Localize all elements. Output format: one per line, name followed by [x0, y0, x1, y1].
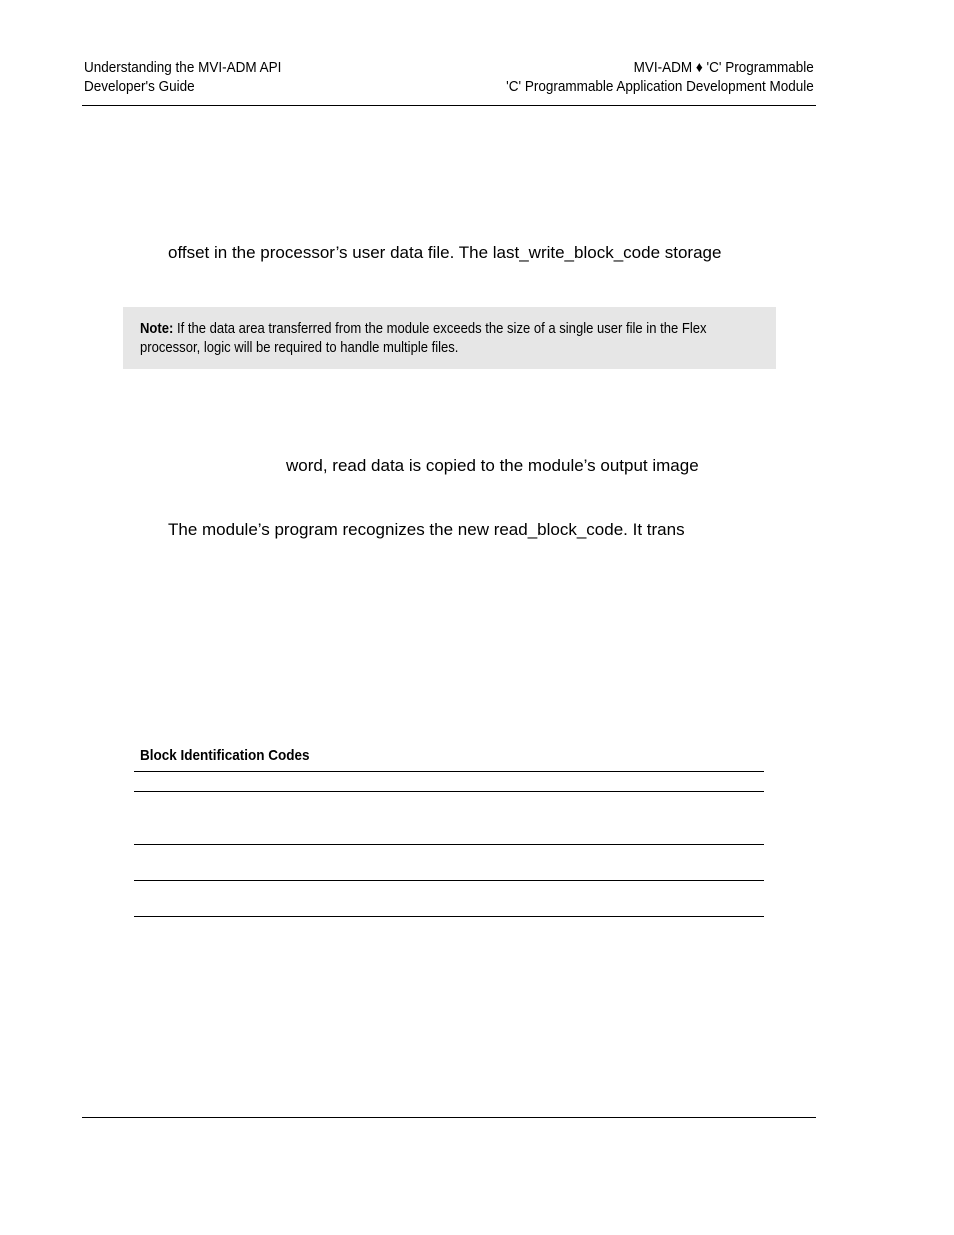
note-body-line1: If the data area transferred from the module exceeds the size of a single user file in the Flex [173, 320, 707, 337]
body-paragraph-3: The module’s program recognizes the new read_block_code. It trans [168, 520, 685, 539]
body-paragraph-2: word, read data is copied to the module’s output image [286, 456, 699, 475]
header-product-description: 'C' Programmable Application Development Module [506, 78, 814, 95]
note-body-line2: processor, logic will be required to handle multiple files. [140, 339, 459, 356]
note-label: Note: [140, 320, 174, 337]
table-rule-row-2 [134, 880, 764, 881]
header-document-title: Understanding the MVI-ADM API [84, 59, 282, 76]
body-paragraph-1: offset in the processor’s user data file. The last_write_block_code storage [168, 243, 722, 262]
table-rule-row-1 [134, 844, 764, 845]
footer-rule [82, 1117, 816, 1118]
note-box [123, 307, 776, 369]
note-text [140, 319, 749, 357]
table-rule-header [134, 791, 764, 792]
header-right [506, 58, 814, 96]
table-title: Block Identification Codes [140, 747, 310, 764]
header-product-name: MVI-ADM ♦ 'C' Programmable [633, 59, 814, 76]
table-rule-top [134, 771, 764, 772]
header-left [84, 58, 281, 96]
header-document-subtitle: Developer's Guide [84, 78, 195, 95]
header-rule [82, 105, 816, 106]
table-rule-bottom [134, 916, 764, 917]
